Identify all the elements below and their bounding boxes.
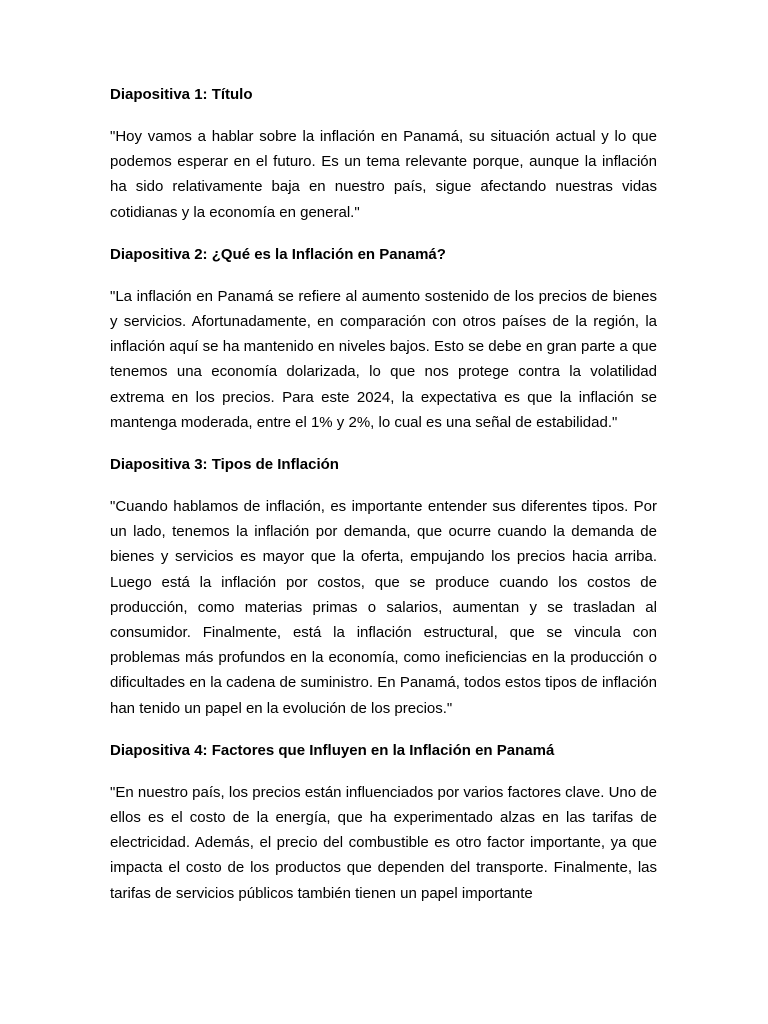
slide-4-heading: Diapositiva 4: Factores que Influyen en la Inflación en Panamá	[110, 741, 555, 759]
slide-3-paragraph: "Cuando hablamos de inflación, es importante entender sus diferentes tipos. Por un lado, tenemos la inflación por demanda, que ocurre cuando la demanda de bienes y servicios es mayor que la oferta, empujando los precios hacia arriba. Luego está la inflación por costos, que se produce cuando los costos de producción, como materias primas o salarios, aumentan y se trasladan al consumidor. Finalmente, está la inflación estructural, que se vincula con problemas más profundos en la economía, como ineficiencias en la producción o dificultades en la cadena de suministro. En Panamá, todos estos tipos de inflación han tenido un papel en la evolución de los precios."	[110, 498, 657, 717]
document-body	[110, 82, 657, 923]
slide-2-paragraph: "La inflación en Panamá se refiere al aumento sostenido de los precios de bienes y servicios. Afortunadamente, en comparación con otros países de la región, la inflación aquí se ha mantenido en niveles bajos. Esto se debe en gran parte a que tenemos una economía dolarizada, lo que nos protege contra la volatilidad extrema en los precios. Para este 2024, la expectativa es que la inflación se mantenga moderada, entre el 1% y 2%, lo cual es una señal de estabilidad."	[110, 287, 657, 431]
slide-3-heading: Diapositiva 3: Tipos de Inflación	[110, 456, 339, 474]
slide-1-heading: Diapositiva 1: Título	[110, 86, 253, 103]
slide-4-paragraph: "En nuestro país, los precios están influenciados por varios factores clave. Uno de ellos es el costo de la energía, que ha experimentado alzas en las tarifas de electricidad. Además, el precio del combustible es otro factor importante, ya que impacta el costo de los productos que dependen del transporte. Finalmente, las tarifas de servicios públicos también tienen un papel importante	[110, 783, 657, 902]
slide-1-paragraph: "Hoy vamos a hablar sobre la inflación en Panamá, su situación actual y lo que podemos esperar en el futuro. Es un tema relevante porque, aunque la inflación ha sido relativamente baja en nuestro país, sigue afectando nuestras vidas cotidianas y la economía en general."	[110, 128, 657, 221]
slide-2-heading: Diapositiva 2: ¿Qué es la Inflación en Panamá?	[110, 245, 446, 263]
